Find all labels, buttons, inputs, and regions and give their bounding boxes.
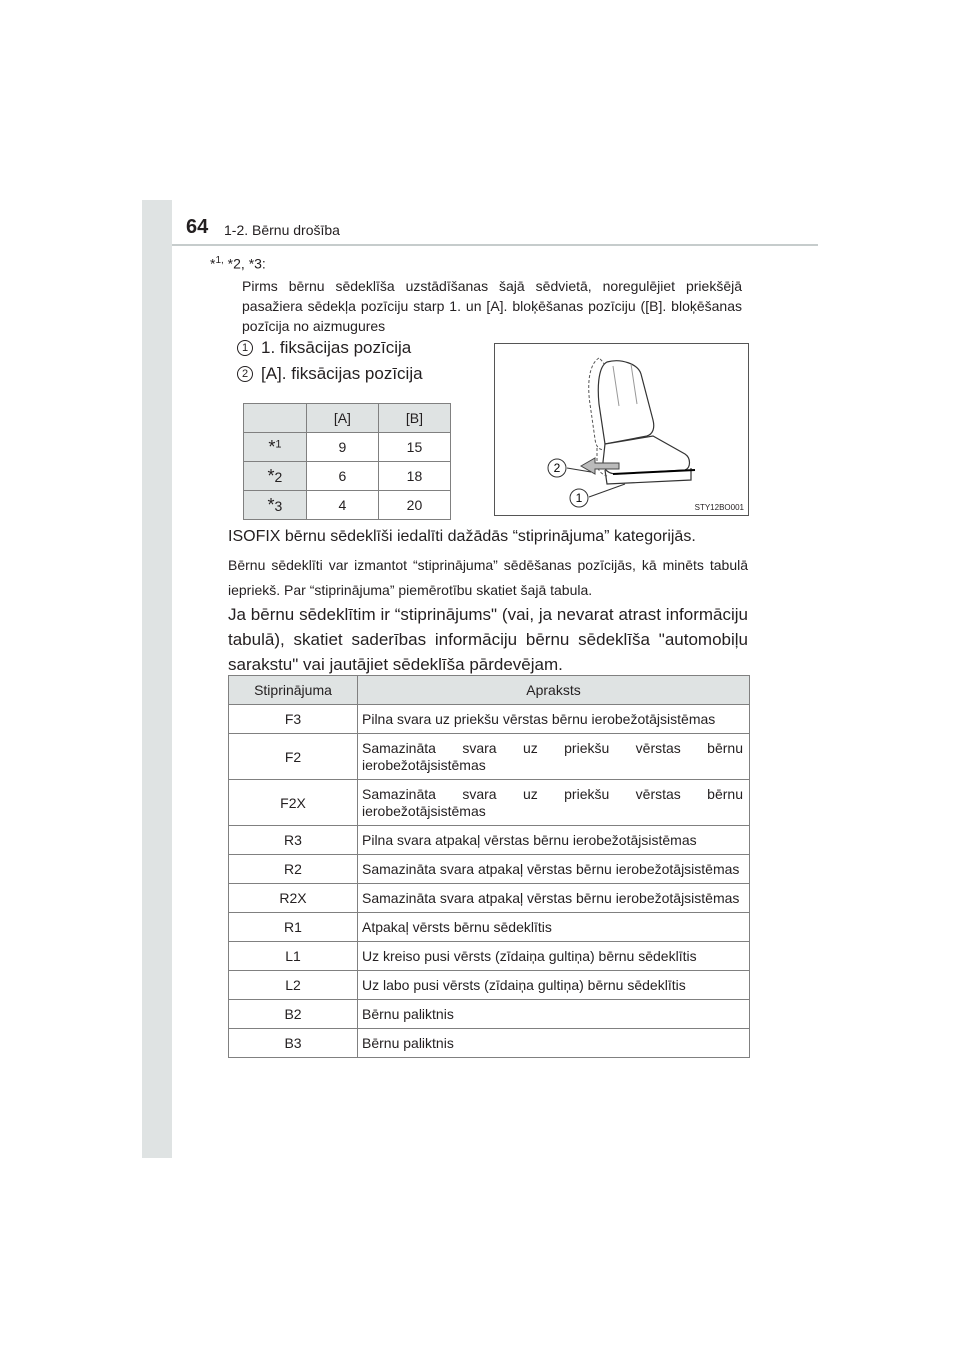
category-code: R1 (229, 913, 358, 942)
row-label: *3 (244, 491, 307, 520)
sidebar-band (142, 200, 172, 1158)
category-desc: Samazināta svara atpakaļ vērstas bērnu ierobežotājsistēmas (358, 884, 750, 913)
category-code: F3 (229, 705, 358, 734)
category-header-desc: Apraksts (358, 676, 750, 705)
category-desc: Atpakaļ vērsts bērnu sēdeklītis (358, 913, 750, 942)
position-table-header-b: [B] (378, 404, 450, 433)
position-table (243, 403, 451, 520)
category-desc: Samazināta svara uz priekšu vērstas bērnu ierobežotājsistēmas (358, 734, 750, 780)
table-row (244, 491, 451, 520)
table-row (229, 780, 750, 826)
position-table-corner (244, 404, 307, 433)
section-title: 1-2. Bērnu drošība (224, 222, 340, 238)
category-table (228, 675, 750, 1058)
category-desc: Samazināta svara atpakaļ vērstas bērnu ierobežotājsistēmas (358, 855, 750, 884)
table-row (229, 705, 750, 734)
category-desc: Bērnu paliktnis (358, 1000, 750, 1029)
category-code: B3 (229, 1029, 358, 1058)
value-b: 18 (378, 462, 450, 491)
legend-label-2: [A]. fiksācijas pozīcija (261, 364, 423, 383)
category-desc: Pilna svara uz priekšu vērstas bērnu ierobežotājsistēmas (358, 705, 750, 734)
category-code: L2 (229, 971, 358, 1000)
note-marker (210, 255, 266, 272)
category-code: F2 (229, 734, 358, 780)
value-b: 20 (378, 491, 450, 520)
category-code: R2X (229, 884, 358, 913)
value-b: 15 (378, 433, 450, 462)
header-divider (172, 244, 818, 246)
value-a: 9 (306, 433, 378, 462)
category-header-code: Stiprinājuma (229, 676, 358, 705)
table-row (229, 884, 750, 913)
callout-1-icon: 1 (237, 340, 253, 356)
note-star: * (210, 255, 216, 272)
legend-item-2 (237, 364, 423, 384)
value-a: 4 (306, 491, 378, 520)
value-a: 6 (306, 462, 378, 491)
category-code: B2 (229, 1000, 358, 1029)
figure-callout-2: 2 (553, 461, 561, 475)
category-desc: Uz kreiso pusi vērsts (zīdaiņa gultiņa) bērnu sēdeklītis (358, 942, 750, 971)
paragraph-3: Ja bērnu sēdeklītim ir “stiprinājums" (vai, ja nevarat atrast informāciju tabulā), skatiet saderības informāciju bērnu sēdeklīša "automobiļu sarakstu" vai jautājiet sēdeklīša pārdevējam. (228, 605, 748, 674)
table-row (229, 855, 750, 884)
page-number: 64 (186, 216, 209, 238)
seat-figure (494, 343, 749, 516)
table-row (229, 1000, 750, 1029)
category-desc: Bērnu paliktnis (358, 1029, 750, 1058)
paragraph-2: Bērnu sēdeklīti var izmantot “stiprinājuma” sēdēšanas pozīcijās, kā minēts tabulā iepriekš. Par “stiprinājuma” piemērotību skatiet šajā tabula. (228, 557, 748, 598)
position-table-header-a: [A] (306, 404, 378, 433)
table-row (229, 942, 750, 971)
category-desc: Samazināta svara uz priekšu vērstas bērnu ierobežotājsistēmas (358, 780, 750, 826)
row-label: *2 (244, 462, 307, 491)
table-row (229, 734, 750, 780)
category-desc: Uz labo pusi vērsts (zīdaiņa gultiņa) bērnu sēdeklītis (358, 971, 750, 1000)
category-code: R3 (229, 826, 358, 855)
note-text: Pirms bērnu sēdeklīša uzstādīšanas šajā sēdvietā, noregulējiet priekšējā pasažiera sēdekļa pozīciju starp 1. un [A]. bloķēšanas pozīciju ([B]. bloķēšanas pozīcija no aizmugures (242, 278, 742, 334)
row-label: *$^1$ (244, 433, 307, 462)
paragraph-1: ISOFIX bērnu sēdeklīši iedalīti dažādās “stiprinājuma” kategorijās. (228, 528, 696, 545)
seat-illustration (495, 344, 748, 515)
table-row (229, 913, 750, 942)
category-code: L1 (229, 942, 358, 971)
note-refs: *2, *3: (223, 255, 266, 272)
category-desc: Pilna svara atpakaļ vērstas bērnu ierobežotājsistēmas (358, 826, 750, 855)
table-row (229, 826, 750, 855)
figure-callout-1: 1 (575, 491, 583, 505)
note-sup: 1, (215, 255, 224, 266)
table-row (244, 433, 451, 462)
table-row (229, 1029, 750, 1058)
figure-code: STY12BO001 (694, 503, 744, 512)
legend-item-1 (237, 338, 411, 358)
category-code: R2 (229, 855, 358, 884)
callout-2-icon: 2 (237, 366, 253, 382)
table-row (244, 462, 451, 491)
legend-label-1: 1. fiksācijas pozīcija (261, 338, 412, 357)
category-code: F2X (229, 780, 358, 826)
table-row (229, 971, 750, 1000)
